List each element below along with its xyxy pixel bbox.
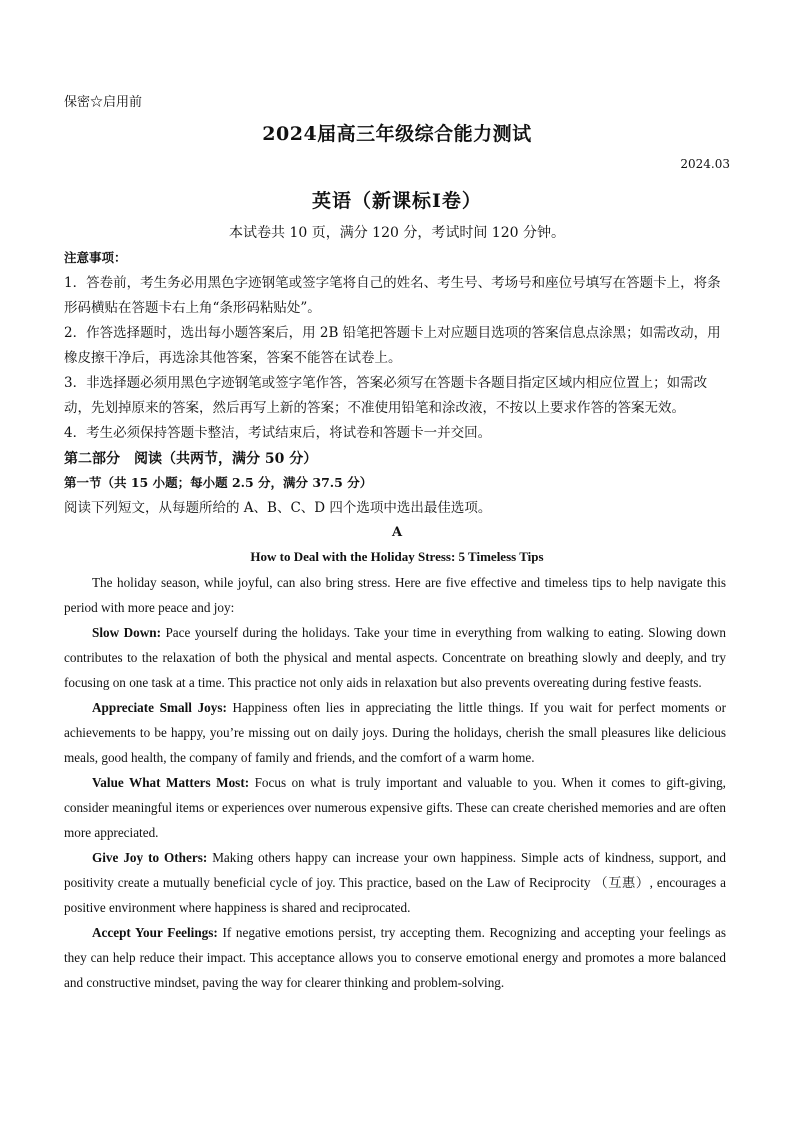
tip-heading: Give Joy to Others: (92, 850, 208, 865)
exam-title: 2024届高三年级综合能力测试 (262, 123, 532, 145)
subject-title: 英语（新课标Ⅰ卷） (312, 190, 482, 212)
confidential-mark: 保密☆启用前 (64, 95, 143, 110)
tip-paragraph (64, 845, 726, 920)
tip-heading: Accept Your Feelings: (92, 925, 218, 940)
part-heading: 第二部分 阅读（共两节，满分 50 分） (64, 451, 318, 467)
tip-text: Pace yourself during the holidays. Take your time in everything from walking to eating. Slowing down contributes to the relaxation of both the physical and mental aspects. Concentrate on breathing slowly and deeply, and try focusing on one task at a time. This practice not only aids in relaxation but also prevents overeating during festive feasts. (64, 625, 726, 690)
tip-paragraph (64, 770, 726, 845)
note-item: 1．答卷前，考生务必用黑色字迹钢笔或签字笔将自己的姓名、考生号、考场号和座位号填写在答题卡上，将条形码横贴在答题卡右上角“条形码粘贴处”。 (64, 275, 721, 316)
tip-text: Making others happy can increase your own happiness. Simple acts of kindness, support, and positivity create a mutually beneficial cycle of joy. This practice, based on the Law of Reciprocity （互惠）, encourages a positive environment where happiness is shared and reciprocated. (64, 850, 727, 915)
tip-heading: Value What Matters Most: (92, 775, 250, 790)
tip-paragraph (64, 920, 726, 995)
exam-date: 2024.03 (680, 157, 730, 171)
tip-heading: Slow Down: (92, 625, 161, 640)
passage-intro: The holiday season, while joyful, can also bring stress. Here are five effective and timeless tips to help navigate this period with more peace and joy: (64, 575, 726, 615)
exam-info: 本试卷共 10 页，满分 120 分，考试时间 120 分钟。 (229, 225, 565, 241)
section-instruction: 阅读下列短文，从每题所给的 A、B、C、D 四个选项中选出最佳选项。 (64, 500, 492, 516)
note-item: 2．作答选择题时，选出每小题答案后，用 2B 铅笔把答题卡上对应题目选项的答案信息点涂黑；如需改动，用橡皮擦干净后，再选涂其他答案，答案不能答在试卷上。 (64, 325, 721, 366)
passage-body (64, 570, 726, 995)
tip-text: Focus on what is truly important and valuable to you. When it comes to gift-giving, consider meaningful items or experiences over numerous expensive gifts. These can create cherished memories and are often more appreciated. (64, 775, 726, 840)
tip-text: If negative emotions persist, try accepting them. Recognizing and accepting your feelings as they can help reduce their impact. This acceptance allows you to conserve emotional energy and promotes a more balanced and constructive mindset, paving the way for clearer thinking and problem-solving. (64, 925, 726, 990)
section-heading: 第一节（共 15 小题；每小题 2.5 分，满分 37.5 分） (64, 475, 373, 490)
tip-paragraph (64, 620, 726, 695)
passage-title: How to Deal with the Holiday Stress: 5 Timeless Tips (250, 549, 544, 564)
passage-label: A (391, 525, 403, 540)
tip-text: Happiness often lies in appreciating the little things. If you wait for perfect moments or achievements to be happy, you’re missing out on daily joys. During the holidays, cherish the small pleasures like delicious meals, good health, the company of family and friends, and the comfort of a warm home. (64, 700, 726, 765)
note-item: 3．非选择题必须用黑色字迹钢笔或签字笔作答，答案必须写在答题卡各题目指定区域内相应位置上；如需改动，先划掉原来的答案，然后再写上新的答案；不准使用铅笔和涂改液，不按以上要求作答的答案无效。 (64, 375, 708, 416)
notes-list (64, 271, 734, 446)
note-item: 4．考生必须保持答题卡整洁，考试结束后，将试卷和答题卡一并交回。 (64, 425, 492, 441)
notes-heading: 注意事项： (64, 250, 127, 265)
tip-heading: Appreciate Small Joys: (92, 700, 227, 715)
tip-paragraph (64, 695, 726, 770)
